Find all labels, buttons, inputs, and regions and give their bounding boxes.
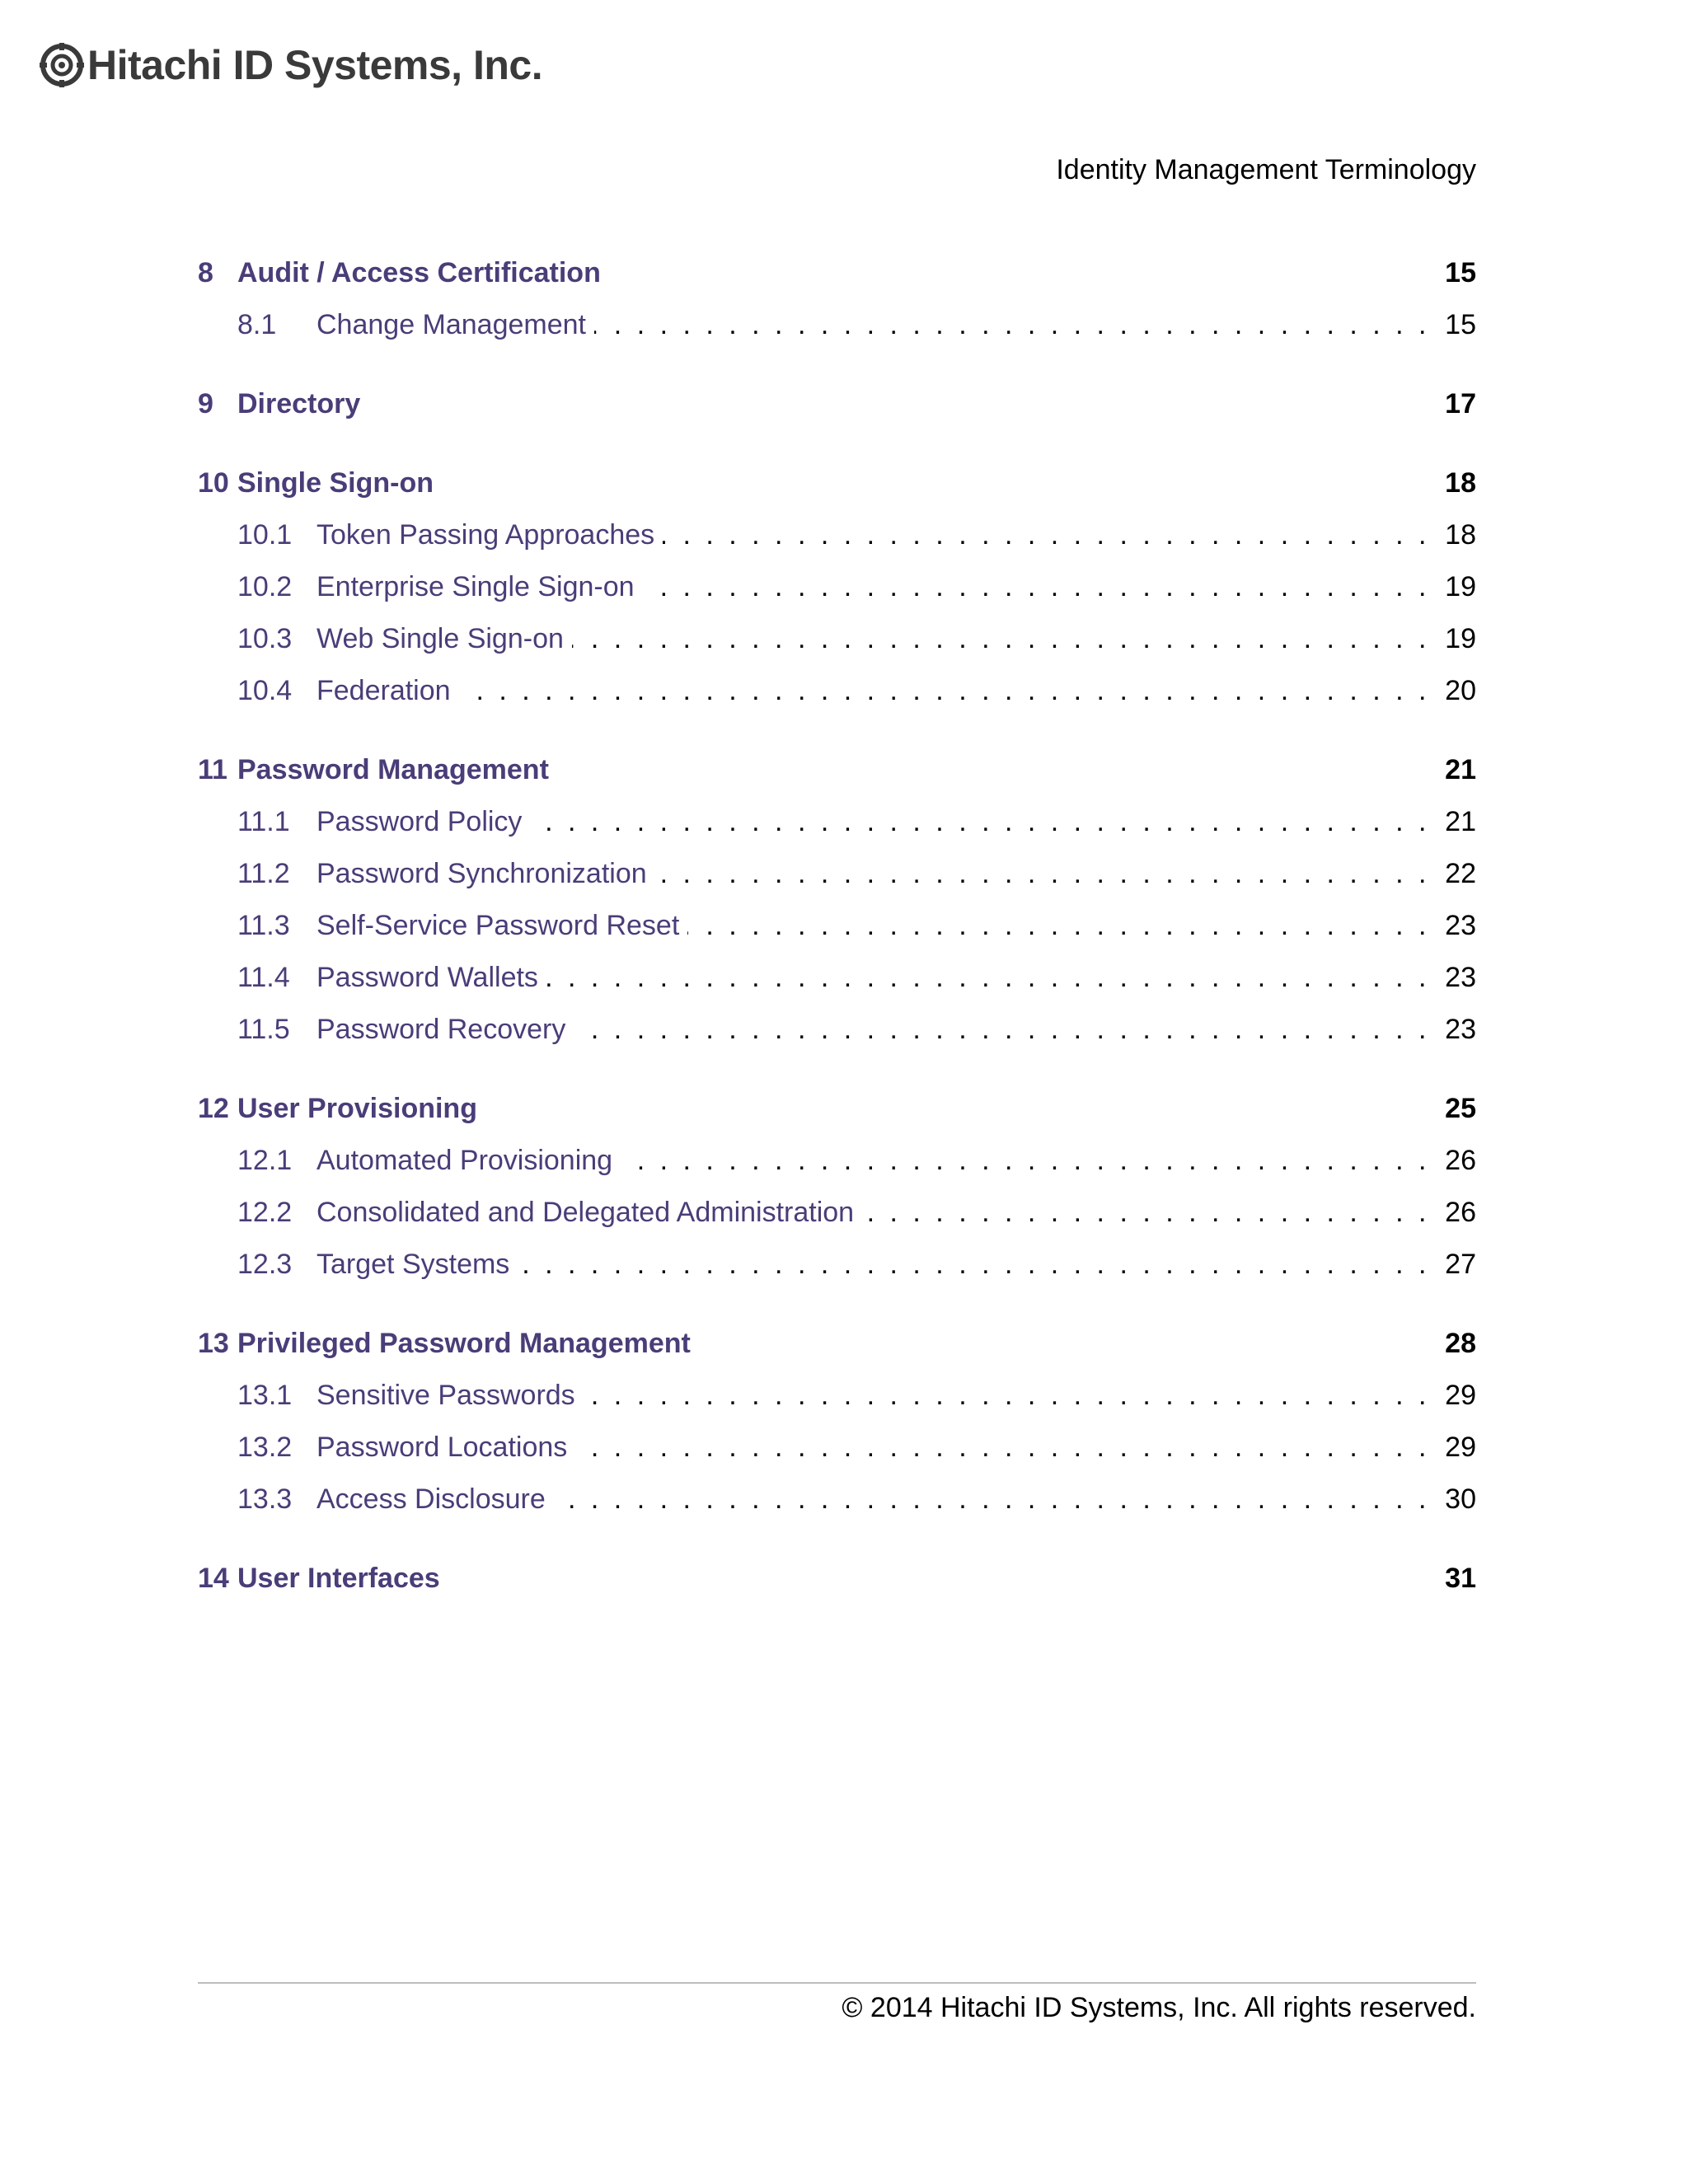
toc-section-entry[interactable] — [198, 620, 1476, 658]
toc-section-entry[interactable] — [198, 568, 1476, 606]
section-number: 11.4 — [237, 961, 290, 993]
section-number: 11.1 — [237, 805, 290, 837]
section-page-number: 23 — [1445, 961, 1476, 993]
toc-section-entry[interactable] — [198, 1428, 1476, 1466]
toc-section-entry[interactable] — [198, 1141, 1476, 1179]
chapter-title-link[interactable]: User Provisioning — [237, 1092, 477, 1124]
section-page-number: 23 — [1445, 909, 1476, 941]
section-title-link[interactable]: Password Recovery — [316, 1013, 566, 1045]
section-page-number: 18 — [1445, 518, 1476, 551]
section-page-number: 29 — [1445, 1431, 1476, 1463]
toc-chapter-entry[interactable] — [198, 1090, 1476, 1127]
toc-section-entry[interactable] — [198, 1193, 1476, 1231]
dot-leader — [594, 309, 1430, 341]
section-title-link[interactable]: Federation — [316, 674, 451, 706]
section-title-link[interactable]: Password Policy — [316, 805, 523, 837]
toc-section-entry[interactable] — [198, 1245, 1476, 1283]
section-number: 11.5 — [237, 1013, 290, 1045]
section-page-number: 21 — [1445, 805, 1476, 837]
section-number: 13.2 — [237, 1431, 293, 1463]
dot-leader — [518, 1249, 1430, 1281]
toc-chapter-entry[interactable] — [198, 464, 1476, 502]
section-number: 13.3 — [237, 1483, 293, 1515]
dot-leader — [621, 1145, 1430, 1177]
section-title-link[interactable]: Sensitive Passwords — [316, 1379, 575, 1411]
copyright-notice: © 2014 Hitachi ID Systems, Inc. All rights reserved. — [842, 1992, 1476, 2023]
footer-divider — [198, 1982, 1476, 1984]
toc-chapter-entry[interactable] — [198, 1559, 1476, 1597]
section-number: 10.1 — [237, 518, 293, 551]
chapter-page-number: 15 — [1445, 256, 1476, 288]
chapter-page-number: 18 — [1445, 466, 1476, 499]
toc-section-entry[interactable] — [198, 958, 1476, 996]
chapter-page-number: 17 — [1445, 387, 1476, 419]
chapter-number: 13 — [198, 1327, 229, 1359]
section-number: 8.1 — [237, 308, 277, 340]
section-title-link[interactable]: Enterprise Single Sign-on — [316, 570, 635, 602]
chapter-number: 9 — [198, 387, 213, 419]
chapter-number: 11 — [198, 753, 227, 785]
toc-section-entry[interactable] — [198, 1376, 1476, 1414]
dot-leader — [575, 1432, 1430, 1464]
dot-leader — [584, 1380, 1430, 1412]
toc-section-entry[interactable] — [198, 803, 1476, 841]
chapter-number: 10 — [198, 466, 229, 499]
toc-section-entry[interactable] — [198, 516, 1476, 554]
section-page-number: 15 — [1445, 308, 1476, 340]
section-page-number: 20 — [1445, 674, 1476, 706]
chapter-number: 12 — [198, 1092, 229, 1124]
section-title-link[interactable]: Target Systems — [316, 1248, 510, 1280]
section-number: 11.2 — [237, 857, 290, 889]
section-page-number: 19 — [1445, 622, 1476, 654]
company-name: Hitachi ID Systems, Inc. — [87, 42, 543, 88]
section-number: 12.2 — [237, 1196, 293, 1228]
dot-leader — [572, 623, 1430, 655]
section-number: 12.1 — [237, 1144, 293, 1176]
chapter-page-number: 28 — [1445, 1327, 1476, 1359]
toc-chapter-entry[interactable] — [198, 385, 1476, 423]
company-logo — [40, 43, 542, 87]
toc-chapter-entry[interactable] — [198, 1324, 1476, 1362]
section-number: 10.4 — [237, 674, 293, 706]
section-page-number: 23 — [1445, 1013, 1476, 1045]
section-number: 10.2 — [237, 570, 293, 602]
toc-section-entry[interactable] — [198, 1480, 1476, 1518]
section-page-number: 26 — [1445, 1144, 1476, 1176]
toc-section-entry[interactable] — [198, 855, 1476, 893]
section-title-link[interactable]: Web Single Sign-on — [316, 622, 564, 654]
section-number: 13.1 — [237, 1379, 293, 1411]
dot-leader — [643, 571, 1430, 603]
chapter-number: 14 — [198, 1562, 229, 1594]
section-page-number: 30 — [1445, 1483, 1476, 1515]
chapter-title-link[interactable]: Audit / Access Certification — [237, 256, 601, 288]
section-page-number: 26 — [1445, 1196, 1476, 1228]
section-page-number: 19 — [1445, 570, 1476, 602]
section-number: 10.3 — [237, 622, 293, 654]
running-head: Identity Management Terminology — [1056, 154, 1476, 185]
dot-leader — [530, 806, 1430, 838]
chapter-title-link[interactable]: Password Management — [237, 753, 549, 785]
chapter-title-link[interactable]: User Interfaces — [237, 1562, 440, 1594]
section-title-link[interactable]: Password Synchronization — [316, 857, 647, 889]
dot-leader — [574, 1014, 1430, 1046]
chapter-page-number: 21 — [1445, 753, 1476, 785]
toc-section-entry[interactable] — [198, 1010, 1476, 1048]
section-page-number: 27 — [1445, 1248, 1476, 1280]
toc-chapter-entry[interactable] — [198, 254, 1476, 292]
section-number: 12.3 — [237, 1248, 293, 1280]
chapter-number: 8 — [198, 256, 213, 288]
dot-leader — [663, 519, 1430, 551]
dot-leader — [687, 910, 1430, 942]
section-title-link[interactable]: Password Locations — [316, 1431, 568, 1463]
toc-section-entry[interactable] — [198, 907, 1476, 944]
chapter-page-number: 25 — [1445, 1092, 1476, 1124]
chapter-title-link[interactable]: Privileged Password Management — [237, 1327, 691, 1359]
section-title-link[interactable]: Change Management — [316, 308, 587, 340]
section-title-link[interactable]: Self-Service Password Reset — [316, 909, 680, 941]
toc-chapter-entry[interactable] — [198, 751, 1476, 789]
dot-leader — [862, 1197, 1430, 1229]
section-title-link[interactable]: Consolidated and Delegated Administration — [316, 1196, 855, 1228]
section-number: 11.3 — [237, 909, 290, 941]
chapter-title-link[interactable]: Single Sign-on — [237, 466, 434, 499]
chapter-page-number: 31 — [1445, 1562, 1476, 1594]
section-page-number: 22 — [1445, 857, 1476, 889]
dot-leader — [655, 858, 1430, 890]
dot-leader — [546, 962, 1430, 994]
section-title-link[interactable]: Automated Provisioning — [316, 1144, 613, 1176]
section-page-number: 29 — [1445, 1379, 1476, 1411]
section-title-link[interactable]: Token Passing Approaches — [316, 518, 655, 551]
dot-leader — [459, 675, 1430, 707]
section-title-link[interactable]: Access Disclosure — [316, 1483, 546, 1515]
toc-section-entry[interactable] — [198, 306, 1476, 344]
hitachi-id-emblem-icon — [40, 43, 84, 87]
toc-section-entry[interactable] — [198, 672, 1476, 710]
chapter-title-link[interactable]: Directory — [237, 387, 361, 419]
section-title-link[interactable]: Password Wallets — [316, 961, 538, 993]
dot-leader — [554, 1483, 1430, 1516]
